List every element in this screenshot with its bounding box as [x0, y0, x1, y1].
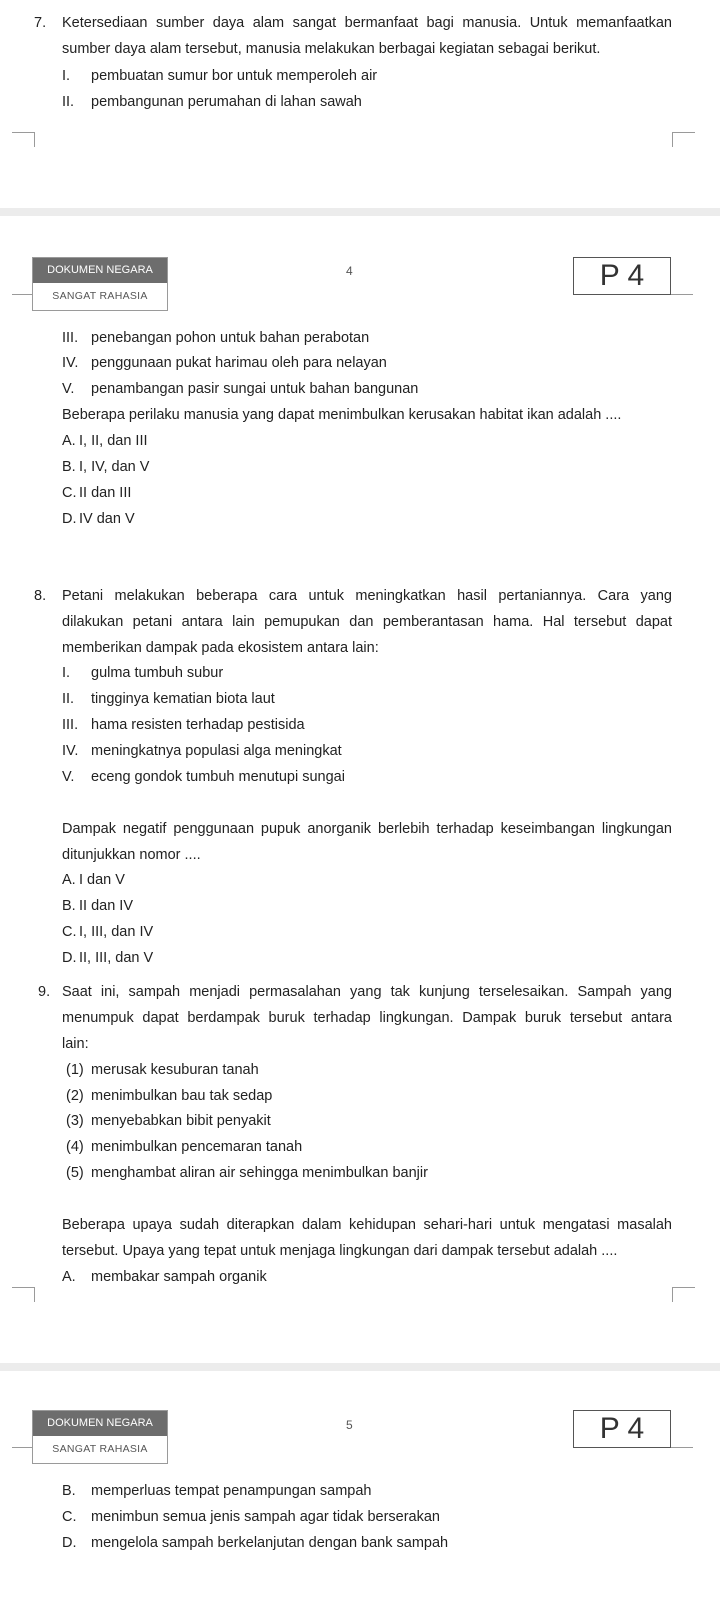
- doc-label-bottom: SANGAT RAHASIA: [52, 1443, 148, 1455]
- answer-option-a[interactable]: A. I, II, dan III: [62, 433, 148, 449]
- crop-mark: [672, 1287, 695, 1302]
- answer-option-d[interactable]: D. IV dan V: [62, 511, 135, 527]
- list-item: (5) menghambat aliran air sehingga menimbulkan banjir: [66, 1165, 428, 1181]
- header-rule: [12, 294, 34, 295]
- answer-option-c[interactable]: C. II dan III: [62, 485, 132, 501]
- page-number: 4: [346, 264, 353, 278]
- list-item: V. eceng gondok tumbuh menutupi sungai: [62, 769, 345, 785]
- doc-label-top: DOKUMEN NEGARA: [33, 258, 167, 283]
- answer-option-d[interactable]: D. II, III, dan V: [62, 950, 154, 966]
- question-stem-line: menumpuk dapat berdampak buruk terhadap lingkungan. Dampak buruk tersebut antara: [62, 1010, 672, 1026]
- question-text: Beberapa upaya sudah diterapkan dalam kehidupan sehari-hari untuk mengatasi masalah: [62, 1217, 672, 1233]
- document-classification-box: [32, 257, 168, 311]
- list-item: II. pembangunan perumahan di lahan sawah: [62, 94, 362, 110]
- question-number: 8.: [34, 588, 47, 604]
- document-classification-box: [32, 1410, 168, 1464]
- question-stem-line: dilakukan petani antara lain pemupukan dan pemberantasan hama. Hal tersebut dapat: [62, 614, 672, 630]
- doc-label-bottom: SANGAT RAHASIA: [52, 290, 148, 302]
- list-item: (1) merusak kesuburan tanah: [66, 1062, 259, 1078]
- answer-option-c[interactable]: C. I, III, dan IV: [62, 924, 154, 940]
- list-item: I. gulma tumbuh subur: [62, 665, 224, 681]
- list-item: I. pembuatan sumur bor untuk memperoleh air: [62, 68, 378, 84]
- list-item: (3) menyebabkan bibit penyakit: [66, 1113, 271, 1129]
- list-item: IV. penggunaan pukat harimau oleh para nelayan: [62, 355, 387, 371]
- question-number: 7.: [34, 15, 47, 31]
- page-separator: [0, 208, 720, 216]
- answer-option-a[interactable]: A. I dan V: [62, 872, 125, 888]
- paket-box: P 4: [573, 257, 671, 295]
- list-item: III. hama resisten terhadap pestisida: [62, 717, 305, 733]
- question-text: ditunjukkan nomor ....: [62, 847, 201, 863]
- list-item: (2) menimbulkan bau tak sedap: [66, 1088, 273, 1104]
- header-rule: [12, 1447, 34, 1448]
- question-text: Beberapa perilaku manusia yang dapat menimbulkan kerusakan habitat ikan adalah ....: [62, 407, 622, 423]
- answer-option-b[interactable]: B. memperluas tempat penampungan sampah: [62, 1483, 372, 1499]
- question-number: 9.: [38, 984, 51, 1000]
- answer-option-b[interactable]: B. II dan IV: [62, 898, 134, 914]
- list-item: III. penebangan pohon untuk bahan perabotan: [62, 330, 370, 346]
- crop-mark: [12, 1287, 35, 1302]
- header-rule: [671, 294, 693, 295]
- question-stem-line: sumber daya alam tersebut, manusia melakukan berbagai kegiatan sebagai berikut.: [62, 41, 601, 57]
- crop-mark: [12, 132, 35, 147]
- answer-option-d[interactable]: D. mengelola sampah berkelanjutan dengan bank sampah: [62, 1535, 449, 1551]
- page-number: 5: [346, 1418, 353, 1432]
- question-stem-line: Petani melakukan beberapa cara untuk meningkatkan hasil pertaniannya. Cara yang: [62, 588, 672, 604]
- list-item: V. penambangan pasir sungai untuk bahan bangunan: [62, 381, 419, 397]
- question-stem-line: Ketersediaan sumber daya alam sangat bermanfaat bagi manusia. Untuk memanfaatkan: [62, 15, 672, 31]
- page-separator: [0, 1363, 720, 1371]
- paket-box: P 4: [573, 1410, 671, 1448]
- answer-option-a[interactable]: A. membakar sampah organik: [62, 1269, 267, 1285]
- answer-option-b[interactable]: B. I, IV, dan V: [62, 459, 150, 475]
- list-item: (4) menimbulkan pencemaran tanah: [66, 1139, 303, 1155]
- list-item: II. tingginya kematian biota laut: [62, 691, 275, 707]
- list-item: IV. meningkatnya populasi alga meningkat: [62, 743, 342, 759]
- header-rule: [671, 1447, 693, 1448]
- question-stem-line: memberikan dampak pada ekosistem antara lain:: [62, 640, 379, 656]
- question-stem-line: lain:: [62, 1036, 89, 1052]
- question-stem-line: Saat ini, sampah menjadi permasalahan yang tak kunjung terselesaikan. Sampah yang: [62, 984, 672, 1000]
- question-text: Dampak negatif penggunaan pupuk anorganik berlebih terhadap keseimbangan lingkungan: [62, 821, 672, 837]
- crop-mark: [672, 132, 695, 147]
- question-text: tersebut. Upaya yang tepat untuk menjaga lingkungan dari dampak tersebut adalah ....: [62, 1243, 618, 1259]
- answer-option-c[interactable]: C. menimbun semua jenis sampah agar tidak berserakan: [62, 1509, 440, 1525]
- doc-label-top: DOKUMEN NEGARA: [33, 1411, 167, 1436]
